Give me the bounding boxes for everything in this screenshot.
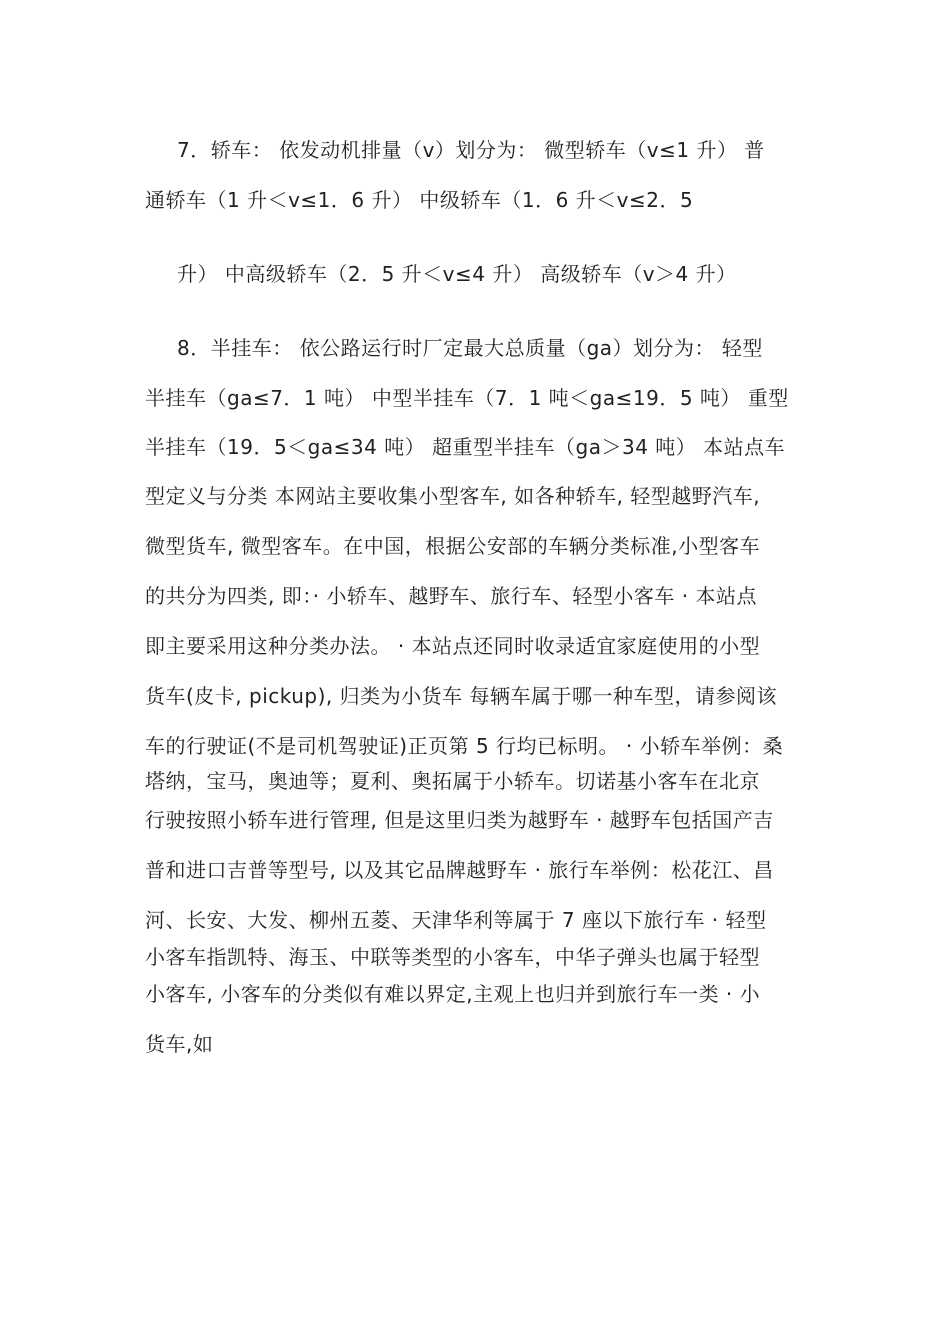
text-line: 的共分为四类, 即：· 小轿车、越野车、旅行车、轻型小客车 · 本站点 [145, 584, 758, 608]
text-line: 微型货车, 微型客车。在中国，根据公安部的车辆分类标准,小型客车 [145, 534, 761, 558]
text-line: 升） 中高级轿车（2．5 升＜v≤4 升） 高级轿车（v＞4 升） [177, 262, 737, 286]
text-line: 车的行驶证(不是司机驾驶证)正页第 5 行均已标明。 · 小轿车举例：桑 [145, 734, 784, 758]
text-line: 塔纳，宝马，奥迪等；夏利、奥拓属于小轿车。切诺基小客车在北京 [145, 769, 760, 793]
text-line: 普和进口吉普等型号, 以及其它品牌越野车 · 旅行车举例：松花江、昌 [145, 858, 774, 882]
text-line: 货车(皮卡, pickup), 归类为小货车 每辆车属于哪一种车型，请参阅该 [145, 684, 777, 708]
text-line: 8．半挂车： 依公路运行时厂定最大总质量（ga）划分为： 轻型 [177, 336, 763, 360]
text-line: 半挂车（19．5＜ga≤34 吨） 超重型半挂车（ga＞34 吨） 本站点车 [145, 435, 786, 459]
text-line: 型定义与分类 本网站主要收集小型客车, 如各种轿车, 轻型越野汽车, [145, 484, 761, 508]
text-line: 通轿车（1 升＜v≤1．6 升） 中级轿车（1．6 升＜v≤2．5 [145, 188, 694, 212]
text-line: 半挂车（ga≤7．1 吨） 中型半挂车（7．1 吨＜ga≤19．5 吨） 重型 [145, 386, 789, 410]
text-line: 小客车, 小客车的分类似有难以界定,主观上也归并到旅行车一类 · 小 [145, 982, 761, 1006]
text-line: 河、长安、大发、柳州五菱、天津华利等属于 7 座以下旅行车 · 轻型 [145, 908, 767, 932]
text-line: 行驶按照小轿车进行管理, 但是这里归类为越野车 · 越野车包括国产吉 [145, 808, 774, 832]
text-line: 7．轿车： 依发动机排量（v）划分为： 微型轿车（v≤1 升） 普 [177, 138, 765, 162]
text-line: 货车,如 [145, 1032, 214, 1056]
text-line: 小客车指凯特、海玉、中联等类型的小客车，中华子弹头也属于轻型 [145, 945, 760, 969]
text-line: 即主要采用这种分类办法。 · 本站点还同时收录适宜家庭使用的小型 [145, 634, 761, 658]
